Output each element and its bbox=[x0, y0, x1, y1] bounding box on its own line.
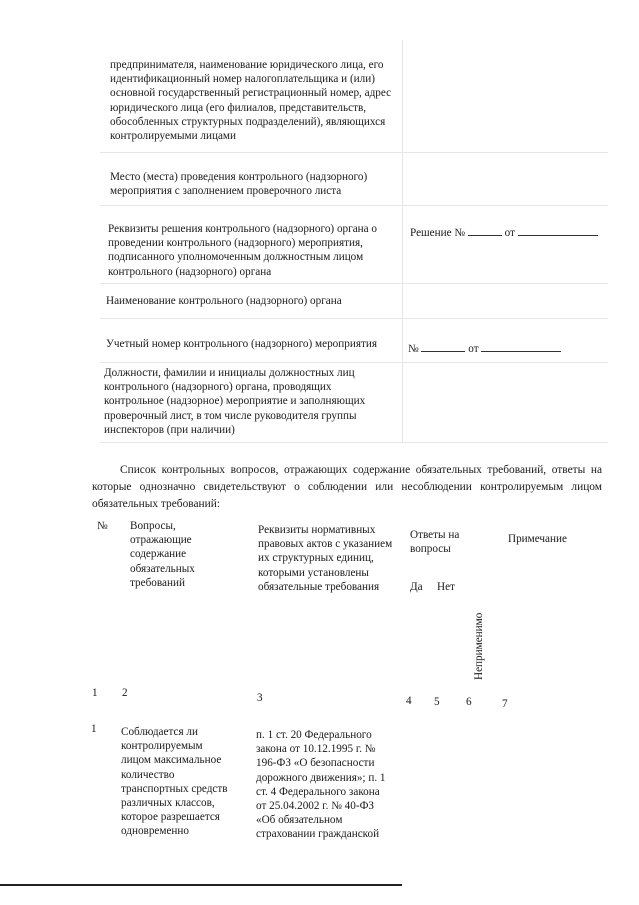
header-num: № bbox=[97, 520, 108, 532]
inspection-place-cell: Место (места) проведения контрольного (надзорного) мероприятия с заполнением проверочного листа bbox=[110, 171, 368, 198]
decision-number-blank[interactable] bbox=[468, 224, 502, 236]
decision-prefix: Решение № bbox=[410, 227, 466, 239]
header-questions: Вопросы, отражающие содержание обязательных требований bbox=[130, 520, 195, 589]
org-name-cell: Наименование контрольного (надзорного) органа bbox=[106, 295, 342, 307]
header-note: Примечание bbox=[508, 533, 567, 545]
row-1-num: 1 bbox=[91, 723, 97, 735]
top-table-line bbox=[100, 283, 608, 284]
top-table-line bbox=[100, 152, 608, 153]
account-number-blank[interactable] bbox=[421, 340, 465, 352]
column-number-4: 4 bbox=[406, 695, 412, 707]
row-1-question: Соблюдается ли контролируемым лицом максимальное количество транспортных средств различных классов, которое разрешается одновременно bbox=[121, 726, 228, 838]
decision-from: от bbox=[504, 227, 515, 239]
officials-cell: Должности, фамилии и инициалы должностных лиц контрольного (надзорного) органа, проводящих контрольное (надзорное) мероприятие и заполняющих проверочный лист, в том числе руководителя группы инспекторов (при наличии) bbox=[104, 367, 366, 436]
decision-date-blank[interactable] bbox=[518, 224, 598, 236]
account-number-field[interactable] bbox=[408, 340, 608, 356]
entity-info-cell: предпринимателя, наименование юридического лица, его идентификационный номер налогоплательщика и (или) основной государственный регистрационный номер, адрес юридического лица (его филиалов, представительств, обособленных структурных подразделений), являющихся контролируемыми лицами bbox=[110, 59, 392, 143]
column-number-5: 5 bbox=[434, 696, 440, 708]
header-answers: Ответы на вопросы bbox=[410, 529, 460, 556]
account-from: от bbox=[468, 343, 479, 355]
top-table-line bbox=[100, 442, 608, 443]
column-number-2: 2 bbox=[122, 687, 128, 699]
top-table-line bbox=[100, 318, 608, 319]
row-1-requisites: п. 1 ст. 20 Федерального закона от 10.12.1995 г. № 196-ФЗ «О безопасности дорожного движения»; п. 1 ст. 4 Федерального закона от 25.04.2002 г. № 40-ФЗ «Об обязательном страховании гражданской bbox=[256, 729, 386, 841]
header-yes: Да bbox=[410, 581, 423, 593]
questions-intro-paragraph: Список контрольных вопросов, отражающих содержание обязательных требований, ответы на которые однозначно свидетельствуют о соблюдении или несоблюдении контролируемым лицом обязательных требований: bbox=[92, 464, 602, 510]
header-requisites: Реквизиты нормативных правовых актов с указанием их структурных единиц, которыми установлены обязательные требования bbox=[258, 524, 393, 593]
column-number-7: 7 bbox=[502, 698, 508, 710]
header-no: Нет bbox=[437, 581, 455, 593]
top-table-line bbox=[100, 362, 608, 363]
account-number-label-cell: Учетный номер контрольного (надзорного) мероприятия bbox=[106, 338, 377, 350]
column-number-6: 6 bbox=[466, 696, 472, 708]
column-number-3: 3 bbox=[257, 692, 263, 704]
account-date-blank[interactable] bbox=[481, 340, 561, 352]
account-prefix: № bbox=[408, 343, 419, 355]
page-bottom-rule bbox=[0, 884, 402, 886]
top-table-line bbox=[100, 205, 608, 206]
decision-number-field[interactable] bbox=[410, 224, 610, 240]
decision-requisites-cell: Реквизиты решения контрольного (надзорного) органа о проведении контрольного (надзорного) мероприятия, подписанного уполномоченным должностным лицом контрольного (надзорного) органа bbox=[108, 223, 378, 278]
column-number-1: 1 bbox=[92, 687, 98, 699]
header-not-applicable: Неприменимо bbox=[473, 612, 485, 680]
